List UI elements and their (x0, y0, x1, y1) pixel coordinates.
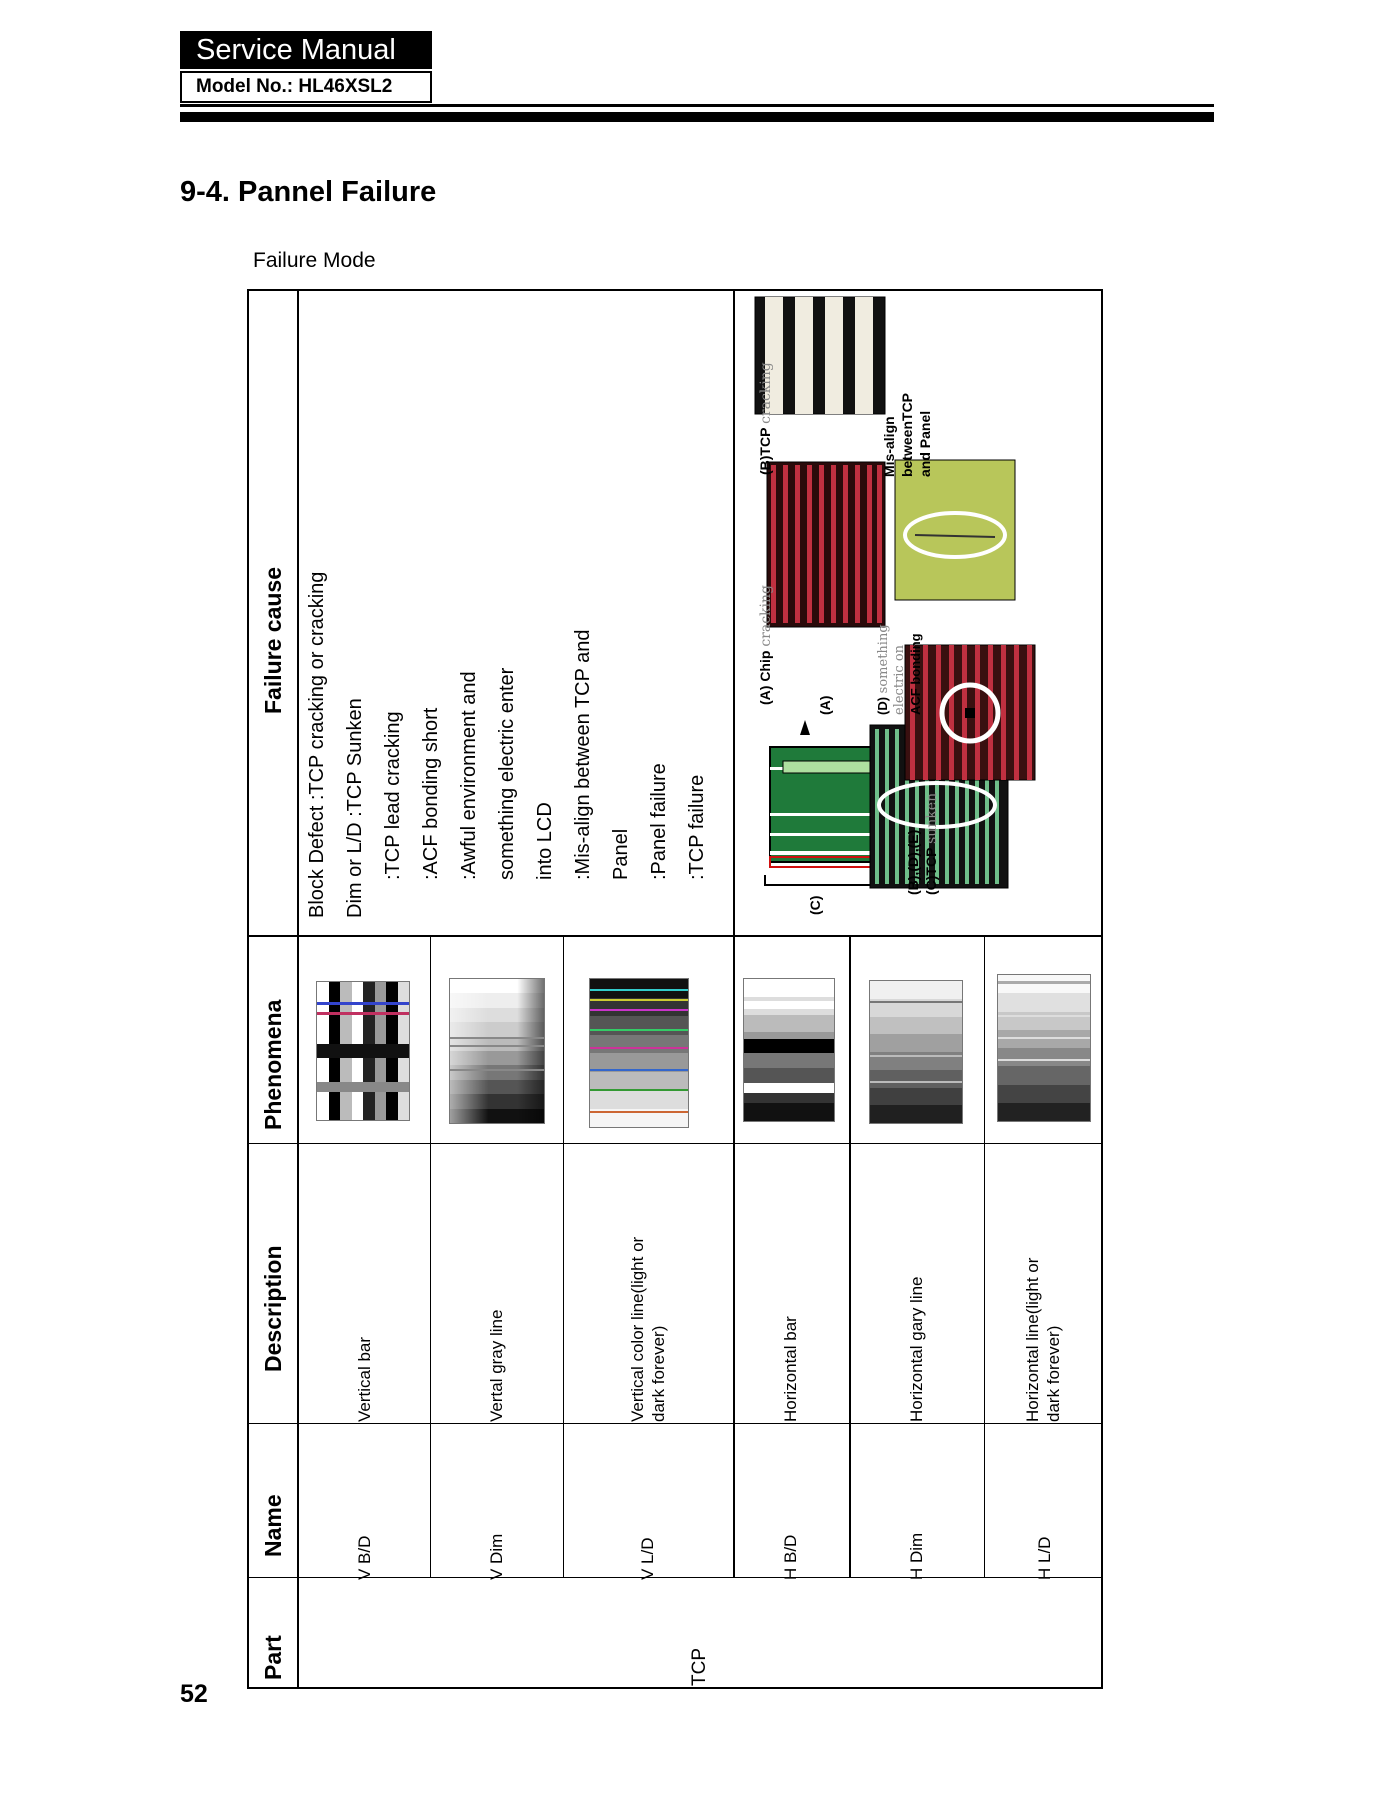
row-desc-vld (627, 1237, 669, 1422)
label-d-electric-on: electric on (892, 644, 907, 715)
label-misalign-1: Mis-align (881, 416, 897, 477)
manual-title: Service Manual (180, 31, 432, 69)
row-desc-vdim: Vertal gray line (487, 1309, 506, 1422)
cause-line-2: Dim or L/D :TCP Sunken (344, 698, 366, 918)
cause-line-6: something electric enter (496, 667, 518, 880)
failure-cause-text (298, 572, 716, 918)
label-bde: (B),(D),(E) (905, 829, 921, 895)
section-title: 9-4. Pannel Failure (180, 176, 437, 208)
phenomena-hdim-image (869, 980, 963, 1124)
label-d-something: something (876, 624, 891, 694)
label-d-electric (875, 624, 924, 715)
label-misalign-2: betweenTCP (899, 392, 915, 477)
phenomena-hbd-image (743, 978, 835, 1122)
cause-line-5: :Awful environment and (458, 671, 480, 880)
label-a-chip-2: cracking (758, 585, 774, 647)
cause-line-8: :Mis-align between TCP and (572, 629, 594, 880)
row-desc-hld-line2: dark forever) (1044, 1325, 1063, 1422)
label-a-chip (757, 585, 774, 705)
cause-line-1: Block Defect :TCP cracking or cracking (306, 571, 328, 918)
row-desc-vld-line2: dark forever) (649, 1325, 668, 1422)
row-name-vdim: V Dim (487, 1533, 506, 1580)
label-sunken: sunken (924, 792, 940, 844)
cause-line-10: :Panel failure (648, 763, 670, 880)
row-desc-hdim: Horizontal gary line (907, 1276, 926, 1422)
cause-line-4: :ACF bonding short (420, 707, 442, 880)
row-name-vld: V L/D (638, 1537, 657, 1580)
row-desc-hld (1022, 1258, 1064, 1422)
cause-line-9: Panel (610, 828, 632, 880)
row-name-hbd: H B/D (781, 1534, 800, 1580)
label-b-tcp-1: (B)TCP (757, 427, 773, 475)
phenomena-hld-image (997, 974, 1091, 1122)
table-caption: Failure Mode (253, 249, 376, 272)
phenomena-vbd-image (316, 981, 410, 1121)
header-rule-thick (180, 112, 1214, 122)
header-description: Description (260, 1245, 286, 1372)
label-misalign (880, 393, 934, 477)
failure-diagram (745, 295, 1095, 931)
label-c-tcp: (C)TCP (923, 847, 939, 895)
header-phenomena: Phenomena (260, 999, 286, 1130)
cause-line-7: into LCD (534, 802, 556, 880)
chip-cracking-image (895, 460, 1015, 600)
model-number: Model No.: HL46XSL2 (180, 71, 432, 103)
header-name: Name (260, 1494, 286, 1557)
label-c-tcp-sunken (923, 793, 940, 895)
row-desc-vbd: Vertical bar (355, 1336, 374, 1422)
label-a-chip-1: (A) Chip (757, 650, 773, 705)
arrow-a (800, 720, 810, 735)
label-c-bracket: (C) (807, 895, 823, 915)
header-failure-cause: Failure cause (260, 566, 286, 714)
header-part: Part (260, 1635, 286, 1680)
cause-line-3: :TCP lead cracking (382, 711, 404, 880)
label-b-tcp-2: cracking (758, 362, 774, 424)
row-name-vbd: V B/D (355, 1535, 374, 1580)
row-name-hld: H L/D (1035, 1536, 1054, 1580)
label-a-arrow: (A) (817, 695, 833, 715)
row-desc-hld-line1: Horizontal line(light or (1023, 1257, 1042, 1422)
row-desc-hbd: Horizontal bar (781, 1316, 800, 1422)
phenomena-vdim-image (449, 978, 545, 1124)
label-d: (D) (875, 696, 890, 715)
row-name-hdim: H Dim (907, 1532, 926, 1580)
label-b-tcp (757, 362, 774, 475)
label-d-acf: ACF bonding (908, 633, 923, 715)
label-misalign-3: and Panel (917, 410, 933, 477)
cause-line-11: :TCP failure (686, 774, 708, 880)
phenomena-vld-image (589, 978, 689, 1128)
header-rule-thin (180, 104, 1214, 107)
row-desc-vld-line1: Vertical color line(light or (628, 1236, 647, 1422)
part-value: TCP (689, 1648, 710, 1686)
page-number: 52 (180, 1680, 208, 1708)
